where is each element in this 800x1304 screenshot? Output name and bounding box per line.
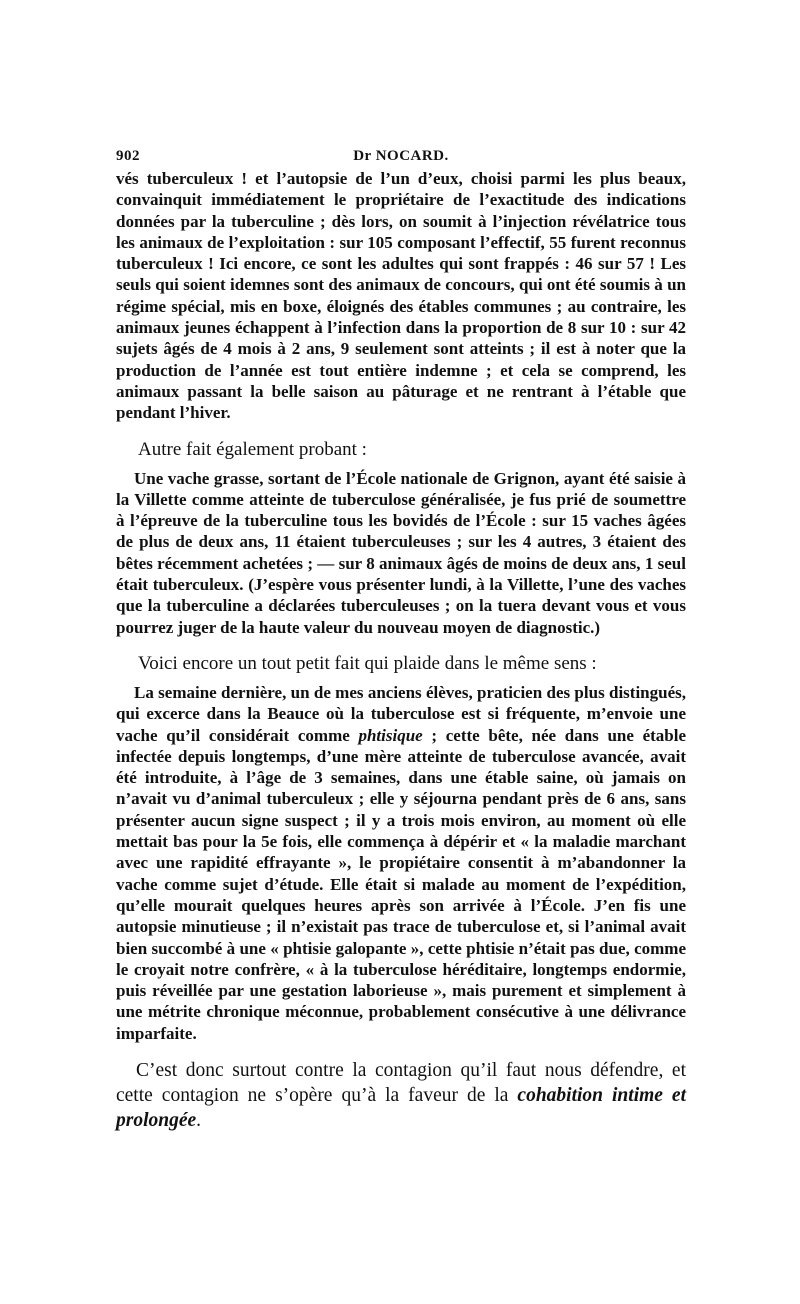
italic-phrase-cohabition: cohabition intime et prolongée	[116, 1084, 686, 1131]
paragraph-grignon-case: Une vache grasse, sortant de l’École nationale de Grignon, ayant été saisie à la Villette comme atteinte de tuberculose généralisée, je fus prié de soumettre à l’épreuve de la tuberculine tous les bovidés de l’École : sur 15 vaches âgées de plus de deux ans, 11 étaient tuberculeuses ; sur les 4 autres, 3 étaient des bêtes récemment achetées ; — sur 8 animaux âgés de moins de deux ans, 1 seul était tuberculeux. (J’espère vous présenter lundi, à la Villette, l’une des vaches que la tuberculine a déclarées tuberculeuses ; on la tuera devant vous et vous pourrez juger de la haute valeur du nouveau moyen de diagnostic.)	[116, 468, 686, 637]
closing-text-1: C’est donc surtout contre la contagion qu’il faut nous défendre, et cette contagion ne s’opère qu’à la faveur de la	[116, 1059, 686, 1106]
page-number: 902	[116, 148, 140, 164]
book-page	[116, 140, 686, 1133]
lead-sentence-second-case: Autre fait également probant :	[138, 438, 367, 460]
paragraph-beauce-text-2: ; cette bête, née dans une étable infectée depuis longtemps, d’une mère atteinte de tuberculose avancée, avait été introduite, à l’âge de 3 semaines, dans une étable saine, où jamais on n’avait vu d’animal tuberculeux ; elle y séjourna pendant près de 6 ans, sans présenter aucun signe suspect ; il y a trois mois environ, au moment où elle mettait bas pour la 5e fois, elle commença à dépérir et « la maladie marchant avec une rapidité effrayante », le propiétaire consentit à m’abandonner la vache comme sujet d’étude. Elle était si malade au moment de l’expédition, qu’elle mourait quelques heures après son arrivée à l’École. J’en fis une autopsie minutieuse ; il n’existait pas trace de tuberculose et, si l’animal avait bien succombé à une « phtisie galopante », cette phtisie n’était pas due, comme le croyait notre confrère, « à la tuberculose héréditaire, longtemps endormie, puis réveillée par une gestation laborieuse », mais purement et simplement à une métrite chronique méconnue, probablement consécutive à une délivrance imparfaite.	[116, 725, 687, 1043]
running-title: Dr NOCARD.	[353, 148, 449, 164]
running-head	[116, 140, 686, 168]
closing-paragraph	[116, 1058, 686, 1133]
closing-text-2: .	[196, 1109, 202, 1131]
lead-sentence-third-case: Voici encore un tout petit fait qui plaide dans le même sens :	[138, 652, 597, 674]
paragraph-beauce-text-1: La semaine dernière, un de mes anciens élèves, praticien des plus distingués, qui excerce dans la Beauce où la tuberculose est si fréquente, m’envoie une vache qu’il considérait comme	[116, 682, 686, 745]
paragraph-continued: vés tuberculeux ! et l’autopsie de l’un d’eux, choisi parmi les plus beaux, convainquit immédiatement le propriétaire de l’exactitude des indications données par la tuberculine ; dès lors, on soumit à l’injection révélatrice tous les animaux de l’exploitation : sur 105 composant l’effectif, 55 furent reconnus tuberculeux ! Ici encore, ce sont les adultes qui sont frappés : 46 sur 57 ! Les seuls qui soient idemnes sont des animaux de concours, qui ont été soumis à un régime spécial, mis en boxe, éloignés des étables communes ; au contraire, les animaux jeunes échappent à l’infection dans la proportion de 8 sur 10 : sur 42 sujets âgés de 4 mois à 2 ans, 9 seulement sont atteints ; il est à noter que la production de l’année est tout entière indemne ; et cela se comprend, les animaux passant la belle saison au pâturage et ne rentrant à l’étable que pendant l’hiver.	[116, 169, 686, 423]
paragraph-beauce-case	[116, 682, 686, 1044]
italic-term-phtisique: phtisique	[358, 725, 423, 745]
